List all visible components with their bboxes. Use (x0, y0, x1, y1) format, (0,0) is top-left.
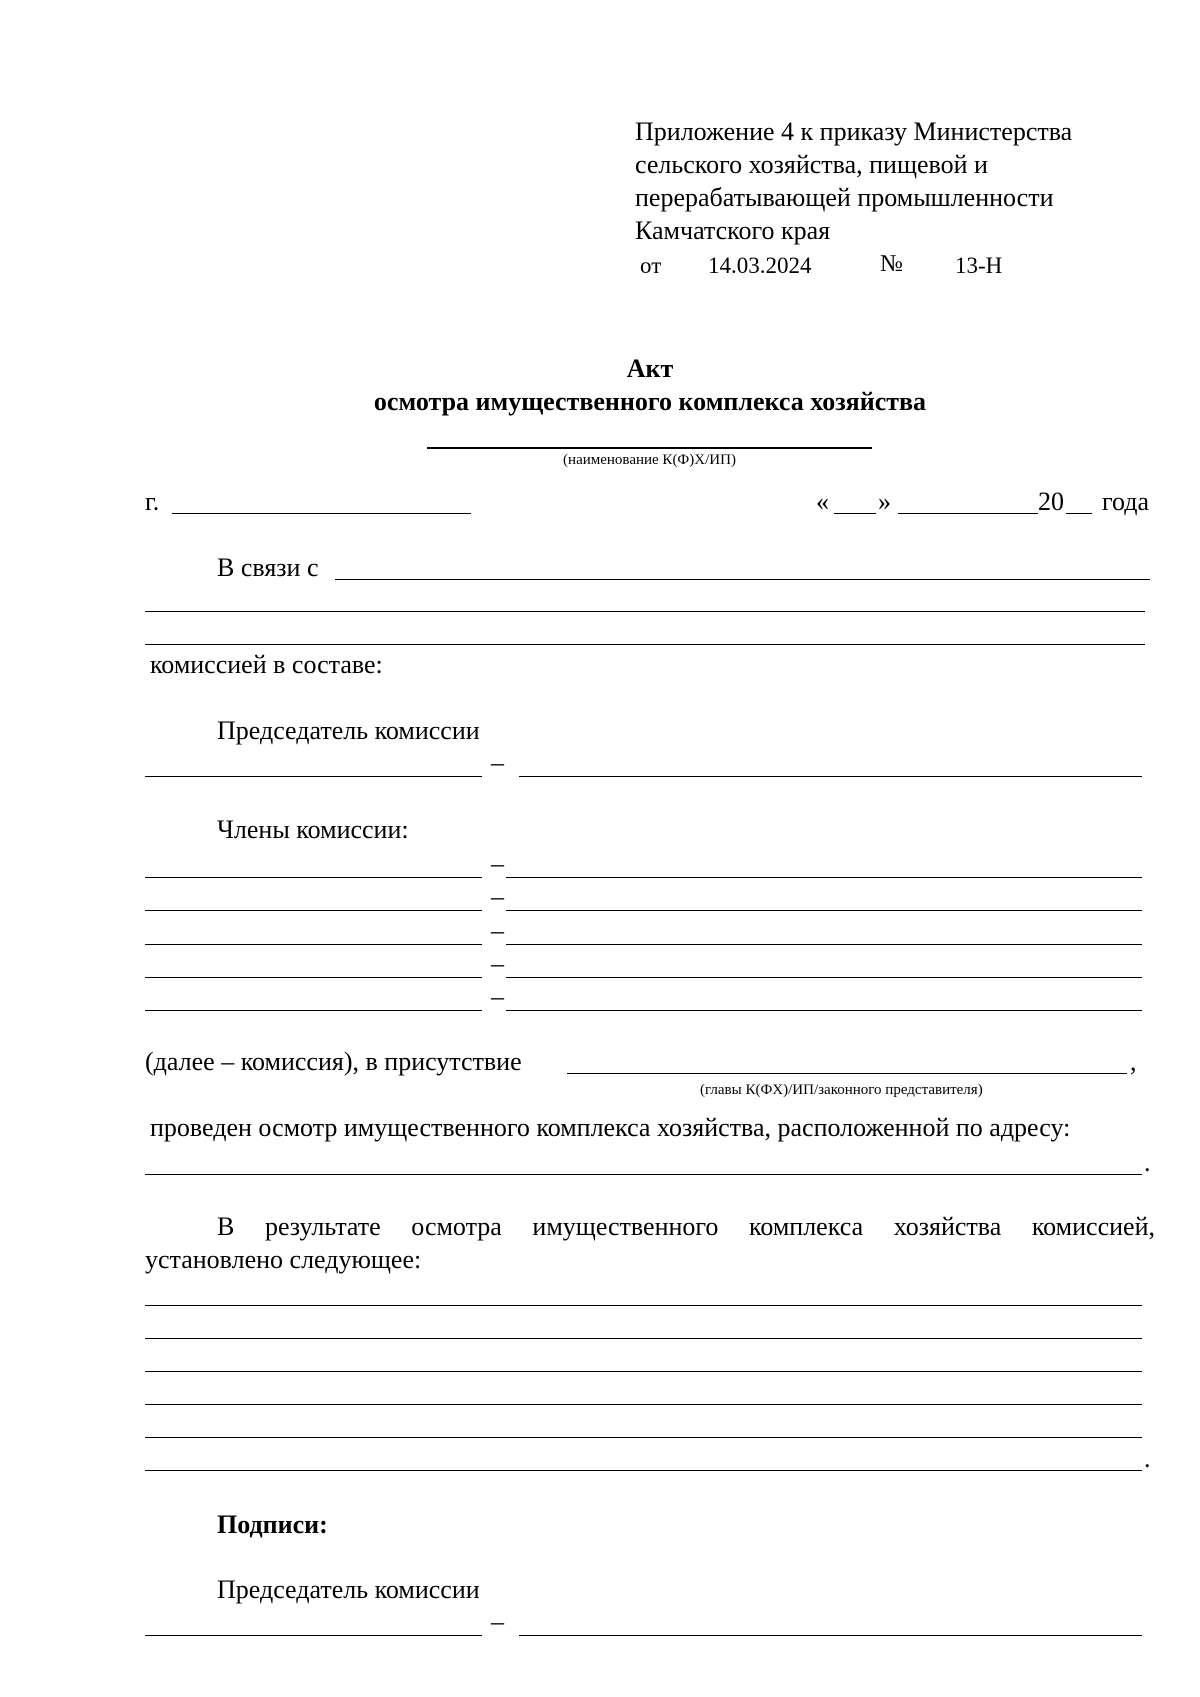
member-dash: – (491, 982, 504, 1011)
order-number-sign: № (880, 251, 903, 277)
member-dash: – (491, 849, 504, 878)
address-period: . (1144, 1148, 1151, 1177)
result-line[interactable] (145, 1404, 1142, 1405)
member-name-line[interactable] (145, 977, 482, 978)
year-line[interactable] (1066, 513, 1092, 514)
reason-line-2[interactable] (145, 611, 1145, 612)
chairman-name-line[interactable] (145, 776, 482, 777)
result-line[interactable] (145, 1437, 1142, 1438)
result-line[interactable] (145, 1470, 1142, 1471)
farm-name-caption: (наименование К(Ф)Х/ИП) (563, 452, 736, 468)
document-title: Акт (626, 354, 674, 383)
city-line[interactable] (172, 513, 471, 514)
appendix-line-2: сельского хозяйства, пищевой и (635, 150, 988, 179)
member-position-line[interactable] (506, 877, 1142, 878)
year-suffix: года (1102, 487, 1150, 516)
signature-chairman-position-line[interactable] (519, 1635, 1142, 1636)
in-connection-label: В связи с (217, 553, 319, 582)
member-position-line[interactable] (506, 910, 1142, 911)
reason-line-1[interactable] (335, 579, 1150, 580)
reason-line-3[interactable] (145, 644, 1145, 645)
appendix-line-1: Приложение 4 к приказу Министерства (635, 117, 1073, 146)
members-label: Члены комиссии: (217, 815, 409, 844)
member-dash: – (491, 882, 504, 911)
signature-chairman-name-line[interactable] (145, 1635, 482, 1636)
chairman-label: Председатель комиссии (217, 716, 480, 745)
month-line[interactable] (898, 513, 1038, 514)
member-position-line[interactable] (506, 1010, 1142, 1011)
appendix-line-4: Камчатского края (635, 216, 831, 245)
commission-composition-label: комиссией в составе: (150, 650, 383, 679)
member-dash: – (491, 949, 504, 978)
member-dash: – (491, 916, 504, 945)
city-prefix: г. (145, 487, 160, 516)
quote-open: « (816, 487, 829, 516)
member-position-line[interactable] (506, 944, 1142, 945)
presence-comma: , (1130, 1047, 1137, 1076)
order-date: 14.03.2024 (708, 253, 812, 278)
presence-label: (далее – комиссия), в присутствие (145, 1047, 522, 1076)
result-period: . (1144, 1444, 1151, 1473)
signature-chairman-dash: – (491, 1607, 504, 1636)
signatures-heading: Подписи: (217, 1510, 328, 1539)
result-line[interactable] (145, 1371, 1142, 1372)
order-number: 13-Н (955, 253, 1003, 278)
result-text-line-2: установлено следующее: (145, 1245, 422, 1274)
result-line[interactable] (145, 1305, 1142, 1306)
year-prefix: 20 (1038, 487, 1064, 516)
signature-chairman-label: Председатель комиссии (217, 1575, 480, 1604)
chairman-position-line[interactable] (519, 776, 1142, 777)
member-name-line[interactable] (145, 910, 482, 911)
inspection-text: проведен осмотр имущественного комплекса хозяйства, расположенной по адресу: (150, 1113, 1071, 1142)
chairman-dash: – (491, 748, 504, 777)
address-line[interactable] (145, 1174, 1142, 1175)
member-name-line[interactable] (145, 877, 482, 878)
result-text-line-1: В результате осмотра имущественного комплекса хозяйства комиссией, (217, 1212, 1155, 1241)
presence-line[interactable] (567, 1073, 1127, 1074)
document-subtitle: осмотра имущественного комплекса хозяйства (373, 387, 927, 416)
presence-caption: (главы К(ФХ)/ИП/законного представителя) (700, 1082, 983, 1098)
member-name-line[interactable] (145, 944, 482, 945)
member-position-line[interactable] (506, 977, 1142, 978)
quote-close: » (878, 487, 891, 516)
result-line[interactable] (145, 1338, 1142, 1339)
appendix-line-3: перерабатывающей промышленности (635, 183, 1054, 212)
day-line[interactable] (834, 513, 876, 514)
farm-name-line[interactable] (427, 447, 872, 449)
member-name-line[interactable] (145, 1010, 482, 1011)
order-from-label: от (640, 253, 662, 278)
